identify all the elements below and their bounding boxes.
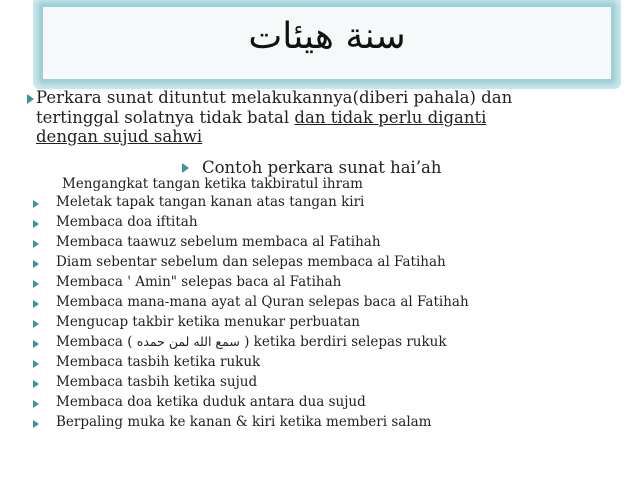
- triangle-bullet-icon: [27, 94, 34, 104]
- triangle-bullet-icon: [33, 400, 39, 408]
- list-item-arabic: [56, 334, 447, 350]
- list-item: Mengucap takbir ketika menukar perbuatan: [56, 314, 360, 330]
- title-box: [40, 4, 614, 82]
- subheading: Contoh perkara sunat hai’ah: [202, 158, 442, 177]
- list-item: Membaca tasbih ketika sujud: [56, 374, 258, 390]
- list-item: Membaca tasbih ketika rukuk: [56, 354, 261, 370]
- triangle-bullet-icon: [33, 200, 39, 208]
- intro-line-2: [36, 108, 596, 128]
- triangle-bullet-icon: [33, 280, 39, 288]
- triangle-bullet-icon: [33, 220, 39, 228]
- triangle-bullet-icon: [33, 340, 39, 348]
- triangle-bullet-icon: [33, 260, 39, 268]
- lead-item: Mengangkat tangan ketika takbiratul ihram: [62, 176, 363, 192]
- item-suffix: ) ketika berdiri selepas rukuk: [244, 334, 447, 350]
- intro-line-2-plain: tertinggal solatnya tidak batal: [36, 107, 295, 127]
- intro-line-3: dengan sujud sahwi: [36, 127, 203, 146]
- arabic-phrase: سمع الله لمن حمده: [136, 334, 240, 349]
- list-item: Membaca mana-mana ayat al Quran selepas baca al Fatihah: [56, 294, 469, 310]
- triangle-bullet-icon: [33, 300, 39, 308]
- list-item: Meletak tapak tangan kanan atas tangan kiri: [56, 194, 365, 210]
- intro-line-2-underlined: dan tidak perlu diganti: [294, 107, 487, 127]
- intro-line-1: Perkara sunat dituntut melakukannya(diberi pahala) dan: [36, 88, 513, 107]
- item-prefix: Membaca (: [56, 334, 133, 350]
- intro-paragraph: [36, 88, 596, 147]
- list-item: Membaca ' Amin" selepas baca al Fatihah: [56, 274, 342, 290]
- list-item: Membaca doa ketika duduk antara dua sujud: [56, 394, 366, 410]
- list-item: Membaca doa iftitah: [56, 214, 198, 230]
- triangle-bullet-icon: [33, 380, 39, 388]
- list-item: Diam sebentar sebelum dan selepas membaca al Fatihah: [56, 254, 446, 270]
- list-item: Membaca taawuz sebelum membaca al Fatihah: [56, 234, 381, 250]
- triangle-bullet-icon: [33, 320, 39, 328]
- triangle-bullet-icon: [33, 420, 39, 428]
- triangle-bullet-icon: [182, 163, 189, 173]
- triangle-bullet-icon: [33, 360, 39, 368]
- triangle-bullet-icon: [33, 240, 39, 248]
- list-item: Berpaling muka ke kanan & kiri ketika memberi salam: [56, 414, 432, 430]
- slide-title: سنة هيئات: [248, 16, 406, 57]
